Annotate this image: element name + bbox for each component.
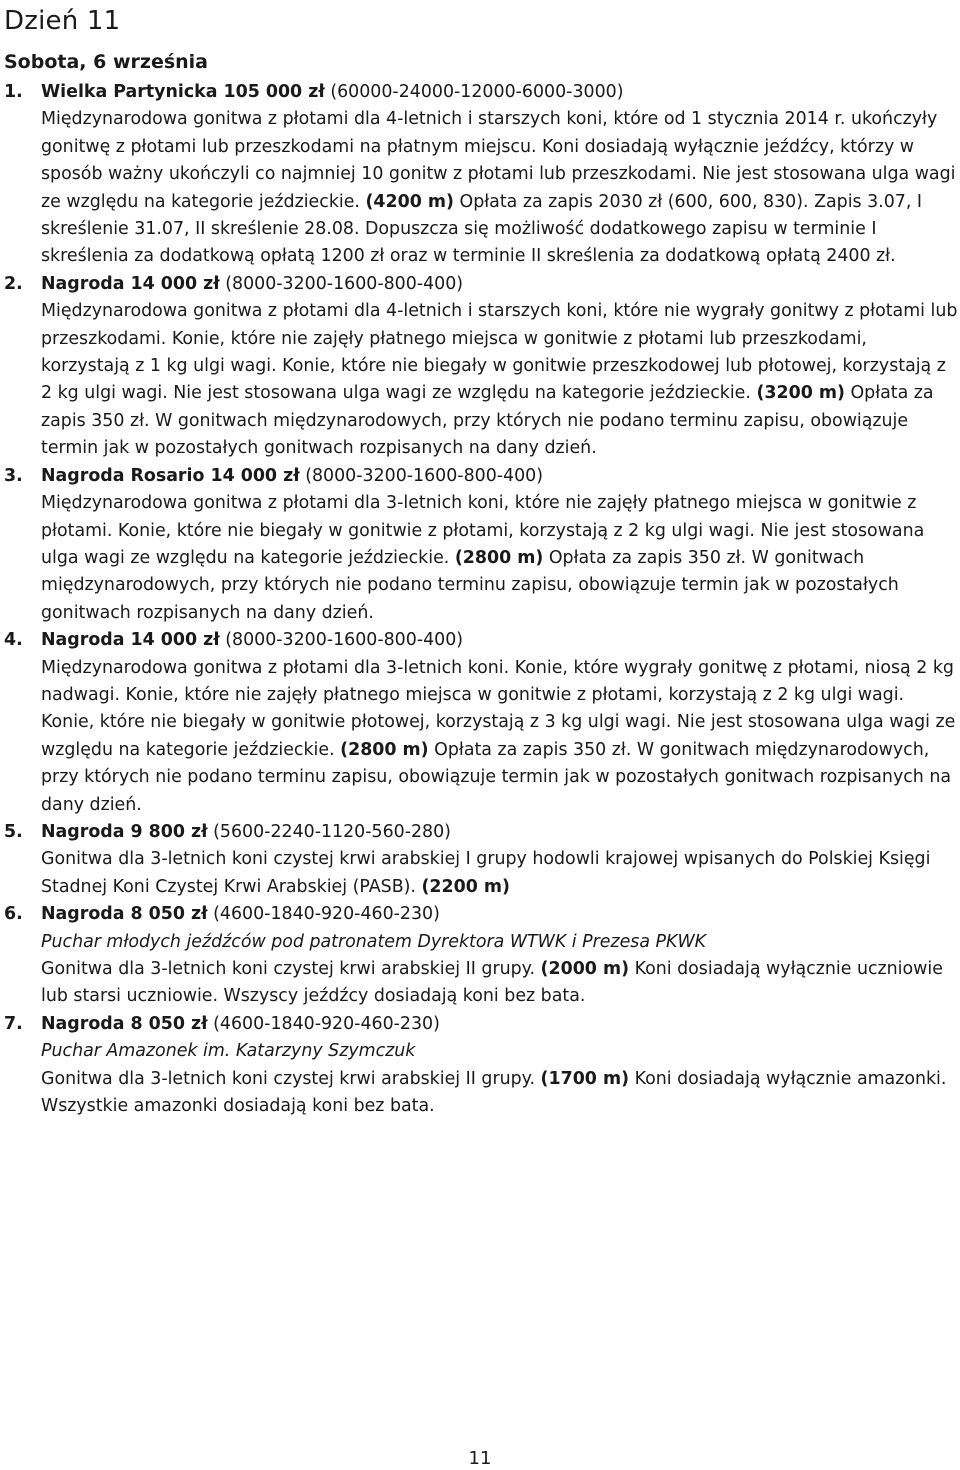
race-heading xyxy=(41,627,958,654)
race-heading xyxy=(41,271,958,298)
race-heading xyxy=(41,901,958,928)
race-prize: Wielka Partynicka 105 000 zł xyxy=(41,82,325,102)
race-heading xyxy=(41,79,958,106)
race-distance: (4200 m) xyxy=(365,191,454,212)
race-conditions xyxy=(41,655,958,819)
race-prize: Nagroda Rosario 14 000 zł xyxy=(41,465,300,486)
date-heading: Sobota, 6 września xyxy=(4,51,208,73)
race-number: 7. xyxy=(4,1013,23,1034)
prize-split: (5600-2240-1120-560-280) xyxy=(213,821,451,842)
race-distance: (2800 m) xyxy=(340,739,429,760)
day-title: Dzień 11 xyxy=(4,6,121,36)
race-conditions xyxy=(41,106,958,270)
race-heading xyxy=(41,463,958,490)
race-item xyxy=(0,901,958,1011)
race-prize: Nagroda 9 800 zł xyxy=(41,821,208,842)
race-item xyxy=(0,627,958,819)
race-distance: (1700 m) xyxy=(540,1068,630,1089)
prize-split: (8000-3200-1600-800-400) xyxy=(305,465,544,486)
race-distance: (2800 m) xyxy=(454,547,544,568)
prize-split: (4600-1840-920-460-230) xyxy=(213,1013,440,1034)
race-conditions xyxy=(41,298,958,462)
race-entry-terms: Opłata za zapis 2030 zł (600, 600, 830). Zapis 3.07, I skreślenie 31.07, II skreślenie 28.08. Dopuszcza się możliwość dodatkowego zapisu w terminie I skreślenia za dodatkową opłatą 1200 zł oraz w terminie II skreślenia za dodatkową opłatą 2400 zł. xyxy=(41,191,923,267)
race-list xyxy=(0,79,958,1120)
race-cup-title: Puchar młodych jeźdźców pod patronatem Dyrektora WTWK i Prezesa PKWK xyxy=(41,931,707,952)
race-conditions xyxy=(41,1066,958,1121)
race-distance: (2200 m) xyxy=(421,876,510,897)
race-prize: Nagroda 14 000 zł xyxy=(41,630,220,651)
race-entry-terms: Koni dosiadają wyłącznie amazonki. Wszystkie amazonki dosiadają koni bez bata. xyxy=(41,1068,947,1117)
race-body: Międzynarodowa gonitwa z płotami dla 4-letnich i starszych koni, które nie wygrały gonitwy z płotami lub przeszkodami. Konie, które nie zajęły płatnego miejsca w gonitwie z płotami lub przeszkodami, korzystają z 1 kg ulgi wagi. Konie, które nie biegały w gonitwie przeszkodowej lub płotowej, korzystają z 2 kg ulgi wagi. Nie jest stosowana ulga wagi ze względu na kategorie jeździeckie. xyxy=(41,301,958,404)
race-item xyxy=(0,819,958,901)
prize-split: (8000-3200-1600-800-400) xyxy=(225,630,464,651)
race-number: 2. xyxy=(4,273,23,294)
race-prize: Nagroda 8 050 zł xyxy=(41,904,208,925)
race-item xyxy=(0,1011,958,1121)
race-body: Międzynarodowa gonitwa z płotami dla 3-letnich koni, które nie zajęły płatnego miejsca w gonitwie z płotami. Konie, które nie biegały w gonitwie z płotami, korzystają z 2 kg ulgi wagi. Nie jest stosowana ulga wagi ze względu na kategorie jeździeckie. xyxy=(41,493,925,568)
race-number: 1. xyxy=(4,82,23,102)
race-body: Gonitwa dla 3-letnich koni czystej krwi arabskiej I grupy hodowli krajowej wpisanych do Polskiej Księgi Stadnej Koni Czystej Krwi Arabskiej (PASB). xyxy=(41,849,931,897)
prize-split: (4600-1840-920-460-230) xyxy=(213,904,440,925)
race-number: 6. xyxy=(4,904,23,925)
prize-split: (8000-3200-1600-800-400) xyxy=(225,273,464,294)
race-item xyxy=(0,79,958,271)
race-conditions xyxy=(41,956,958,1011)
prize-split: (60000-24000-12000-6000-3000) xyxy=(330,82,624,102)
race-body: Międzynarodowa gonitwa z płotami dla 3-letnich koni. Konie, które wygrały gonitwę z płotami, niosą 2 kg nadwagi. Konie, które nie zajęły płatnego miejsca w gonitwie z płotami, korzystają z 2 kg ulgi wagi. Konie, które nie biegały w gonitwie płotowej, korzystają z 3 kg ulgi wagi. Nie jest stosowana ulga wagi ze względu na kategorie jeździeckie. xyxy=(41,657,956,760)
race-conditions xyxy=(41,846,958,901)
race-item xyxy=(0,463,958,627)
race-entry-terms: Opłata za zapis 350 zł. W gonitwach międzynarodowych, przy których nie podano terminu zapisu, obowiązuje termin jak w pozostałych gonitwach rozpisanych na dany dzień. xyxy=(41,383,934,459)
race-distance: (2000 m) xyxy=(540,959,630,979)
race-cup-title: Puchar Amazonek im. Katarzyny Szymczuk xyxy=(41,1041,416,1062)
race-entry-terms: Koni dosiadają wyłącznie uczniowie lub starsi uczniowie. Wszyscy jeźdźcy dosiadają koni bez bata. xyxy=(41,959,943,1007)
race-prize: Nagroda 8 050 zł xyxy=(41,1013,208,1034)
race-number: 5. xyxy=(4,821,23,842)
race-body: Gonitwa dla 3-letnich koni czystej krwi arabskiej II grupy. xyxy=(41,1068,536,1089)
race-prize: Nagroda 14 000 zł xyxy=(41,273,220,294)
race-distance: (3200 m) xyxy=(756,383,845,404)
race-entry-terms: Opłata za zapis 350 zł. W gonitwach międzynarodowych, przy których nie podano terminu zapisu, obowiązuje termin jak w pozostałych gonitwach rozpisanych na dany dzień. xyxy=(41,739,952,815)
race-body: Gonitwa dla 3-letnich koni czystej krwi arabskiej II grupy. xyxy=(41,959,536,979)
race-number: 4. xyxy=(4,630,23,651)
page-number: 11 xyxy=(468,1448,492,1469)
race-conditions xyxy=(41,490,958,627)
race-number: 3. xyxy=(4,465,23,486)
race-heading xyxy=(41,819,958,846)
race-item xyxy=(0,271,958,463)
race-heading xyxy=(41,1011,958,1038)
race-body: Międzynarodowa gonitwa z płotami dla 4-letnich i starszych koni, które od 1 stycznia 2014 r. ukończyły gonitwę z płotami lub przeszkodami na płatnym miejscu. Koni dosiadają wyłącznie jeźdźcy, którzy w sposób ważny ukończyli co najmniej 10 gonitw z płotami lub przeszkodami. Nie jest stosowana ulga wagi ze względu na kategorie jeździeckie. xyxy=(41,109,956,212)
race-entry-terms: Opłata za zapis 350 zł. W gonitwach międzynarodowych, przy których nie podano terminu zapisu, obowiązuje termin jak w pozostałych gonitwach rozpisanych na dany dzień. xyxy=(41,547,899,623)
